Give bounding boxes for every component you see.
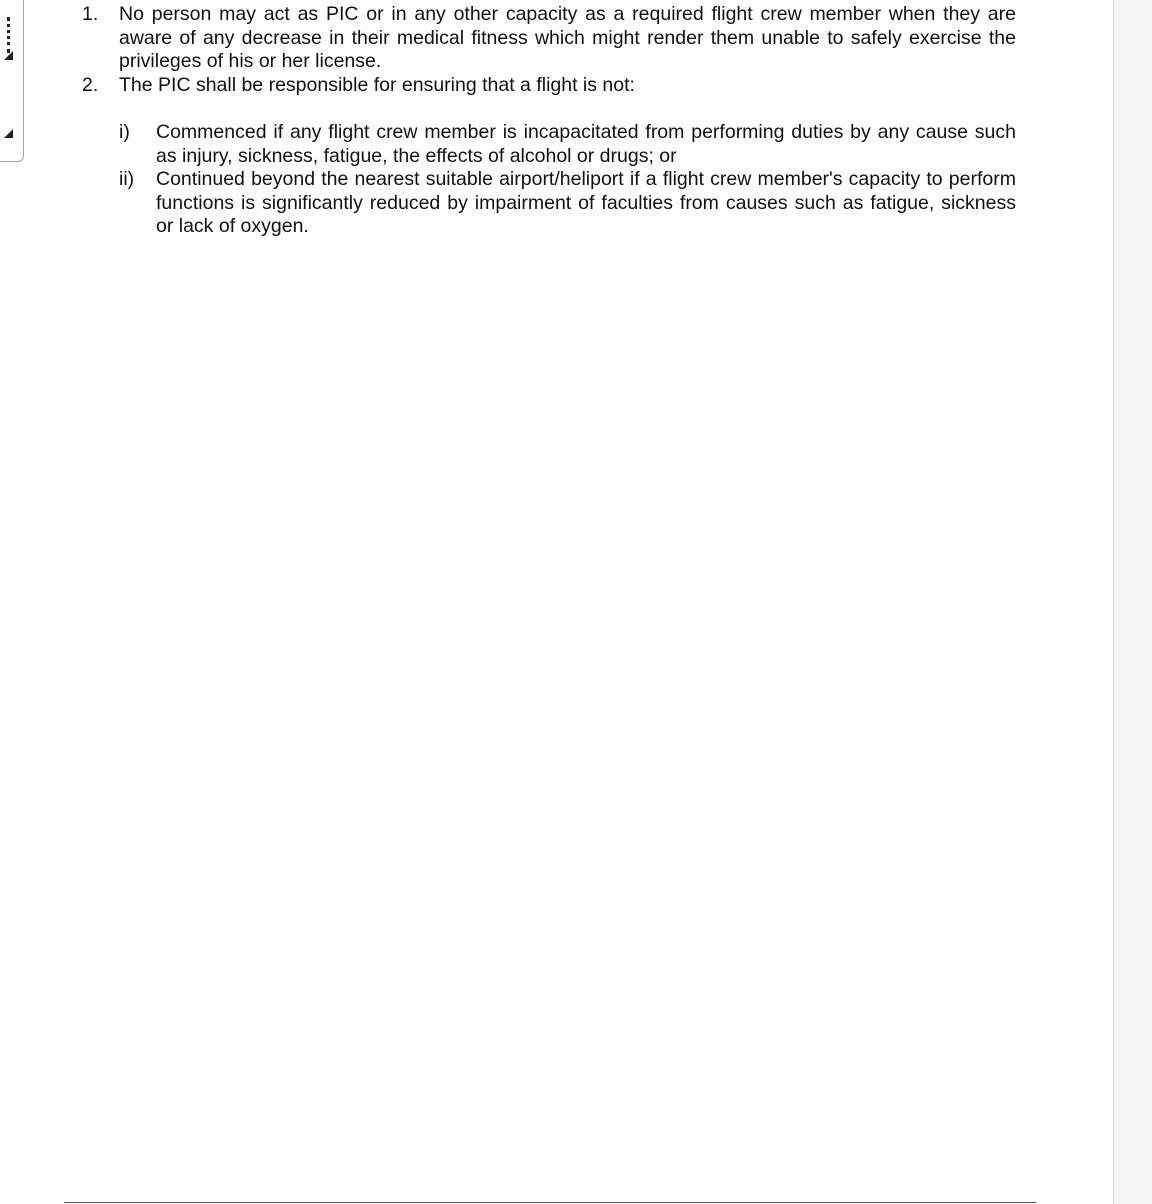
sub-item (119, 121, 1016, 168)
item-text: No person may act as PIC or in any other capacity as a required flight crew member when they are aware of any decrease in their medical fitness which might render them unable to safely exercise the privileges of his or her license. (119, 3, 1016, 72)
sub-item (119, 168, 1016, 239)
annotation-side-widget[interactable] (0, 0, 24, 162)
corner-marker-icon (4, 129, 13, 138)
corner-marker-icon (4, 51, 13, 60)
item-number: 2. (82, 73, 99, 96)
item-number: 1. (82, 3, 99, 25)
document-body (82, 3, 1016, 239)
item-text: The PIC shall be responsible for ensuring that a flight is not: (119, 73, 635, 96)
sub-item-text: Commenced if any flight crew member is incapacitated from performing duties by any cause such as injury, sickness, fatigue, the effects of alcohol or drugs; or (156, 121, 1016, 167)
sub-list (82, 121, 1016, 239)
numbered-item (82, 3, 1016, 74)
sub-item-text: Continued beyond the nearest suitable airport/heliport if a flight crew member's capacity to perform functions is significantly reduced by impairment of faculties from causes such as fatigue, sickness or lack of oxygen. (156, 168, 1016, 237)
sub-item-number: ii) (119, 168, 135, 190)
viewer-gutter (1114, 0, 1152, 1204)
drag-handle-icon[interactable] (7, 17, 10, 53)
sub-item-number: i) (119, 121, 130, 143)
numbered-item (82, 74, 1016, 98)
footer-divider (64, 1202, 1036, 1203)
